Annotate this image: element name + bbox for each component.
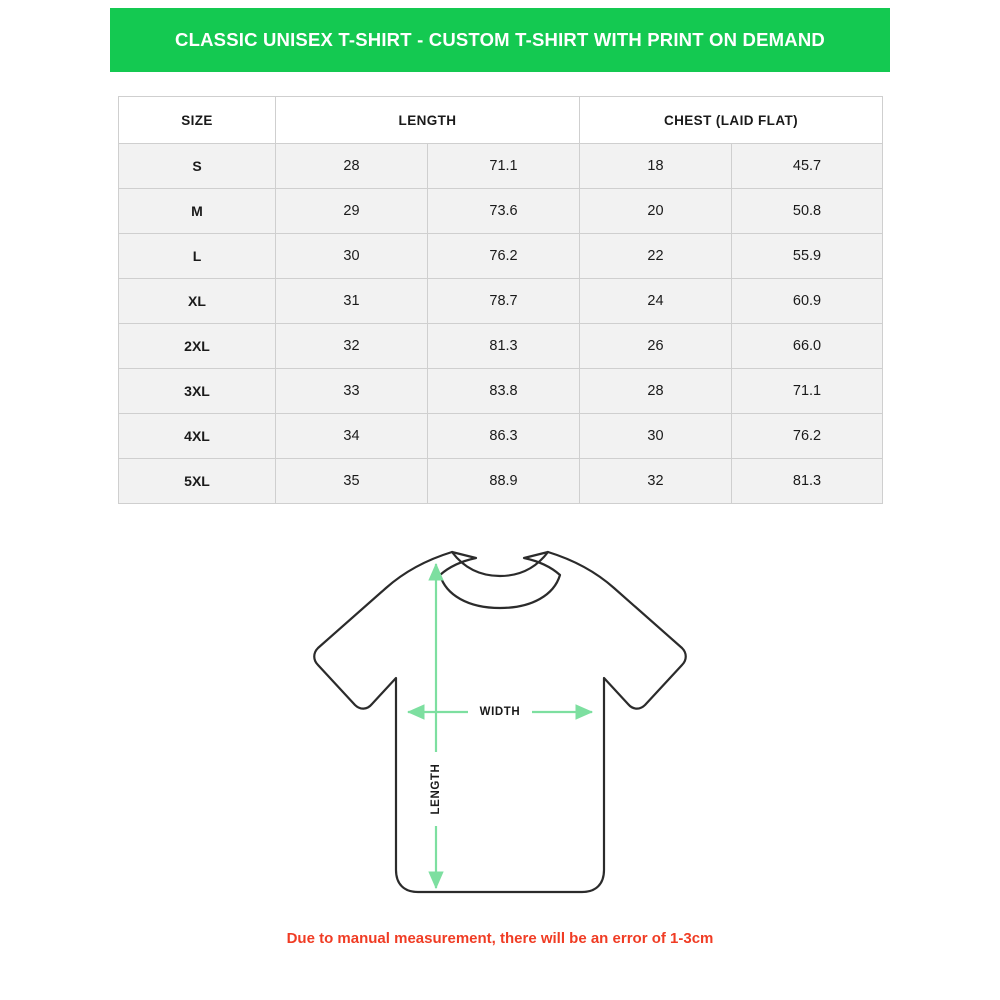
cell-chest-cm: 76.2 — [732, 414, 883, 459]
cell-size: L — [119, 234, 276, 279]
column-header-length: LENGTH — [276, 97, 580, 144]
cell-length-cm: 73.6 — [428, 189, 580, 234]
tshirt-diagram — [300, 540, 700, 930]
cell-length-in: 30 — [276, 234, 428, 279]
cell-length-cm: 83.8 — [428, 369, 580, 414]
cell-chest-in: 20 — [580, 189, 732, 234]
cell-chest-in: 18 — [580, 144, 732, 189]
cell-chest-cm: 71.1 — [732, 369, 883, 414]
length-label: LENGTH — [430, 763, 443, 815]
header-banner — [110, 8, 890, 72]
cell-size: M — [119, 189, 276, 234]
cell-length-cm: 81.3 — [428, 324, 580, 369]
size-chart-table — [118, 96, 883, 504]
column-header-size: SIZE — [119, 97, 276, 144]
cell-length-in: 31 — [276, 279, 428, 324]
cell-length-cm: 76.2 — [428, 234, 580, 279]
cell-length-in: 29 — [276, 189, 428, 234]
cell-chest-in: 24 — [580, 279, 732, 324]
cell-size: 4XL — [119, 414, 276, 459]
cell-chest-cm: 45.7 — [732, 144, 883, 189]
cell-size: 2XL — [119, 324, 276, 369]
table-row — [119, 324, 883, 369]
cell-size: XL — [119, 279, 276, 324]
table-row — [119, 414, 883, 459]
cell-length-cm: 86.3 — [428, 414, 580, 459]
table-row — [119, 279, 883, 324]
cell-chest-in: 28 — [580, 369, 732, 414]
cell-length-cm: 71.1 — [428, 144, 580, 189]
cell-chest-cm: 66.0 — [732, 324, 883, 369]
cell-size: S — [119, 144, 276, 189]
table-row — [119, 189, 883, 234]
cell-chest-in: 32 — [580, 459, 732, 504]
cell-chest-in: 26 — [580, 324, 732, 369]
table-row — [119, 369, 883, 414]
column-header-chest: CHEST (LAID FLAT) — [580, 97, 883, 144]
cell-length-cm: 78.7 — [428, 279, 580, 324]
measurement-disclaimer: Due to manual measurement, there will be an error of 1-3cm — [286, 930, 714, 947]
cell-chest-cm: 81.3 — [732, 459, 883, 504]
cell-length-cm: 88.9 — [428, 459, 580, 504]
cell-size: 3XL — [119, 369, 276, 414]
cell-length-in: 35 — [276, 459, 428, 504]
cell-length-in: 34 — [276, 414, 428, 459]
cell-chest-in: 30 — [580, 414, 732, 459]
width-label: WIDTH — [479, 706, 521, 719]
cell-length-in: 33 — [276, 369, 428, 414]
cell-chest-cm: 55.9 — [732, 234, 883, 279]
cell-chest-cm: 60.9 — [732, 279, 883, 324]
page-title: CLASSIC UNISEX T-SHIRT - CUSTOM T-SHIRT WITH PRINT ON DEMAND — [175, 29, 825, 50]
table-header-row — [119, 97, 883, 144]
cell-chest-in: 22 — [580, 234, 732, 279]
cell-chest-cm: 50.8 — [732, 189, 883, 234]
cell-length-in: 28 — [276, 144, 428, 189]
table-row — [119, 234, 883, 279]
table-row — [119, 459, 883, 504]
table-row — [119, 144, 883, 189]
cell-size: 5XL — [119, 459, 276, 504]
cell-length-in: 32 — [276, 324, 428, 369]
